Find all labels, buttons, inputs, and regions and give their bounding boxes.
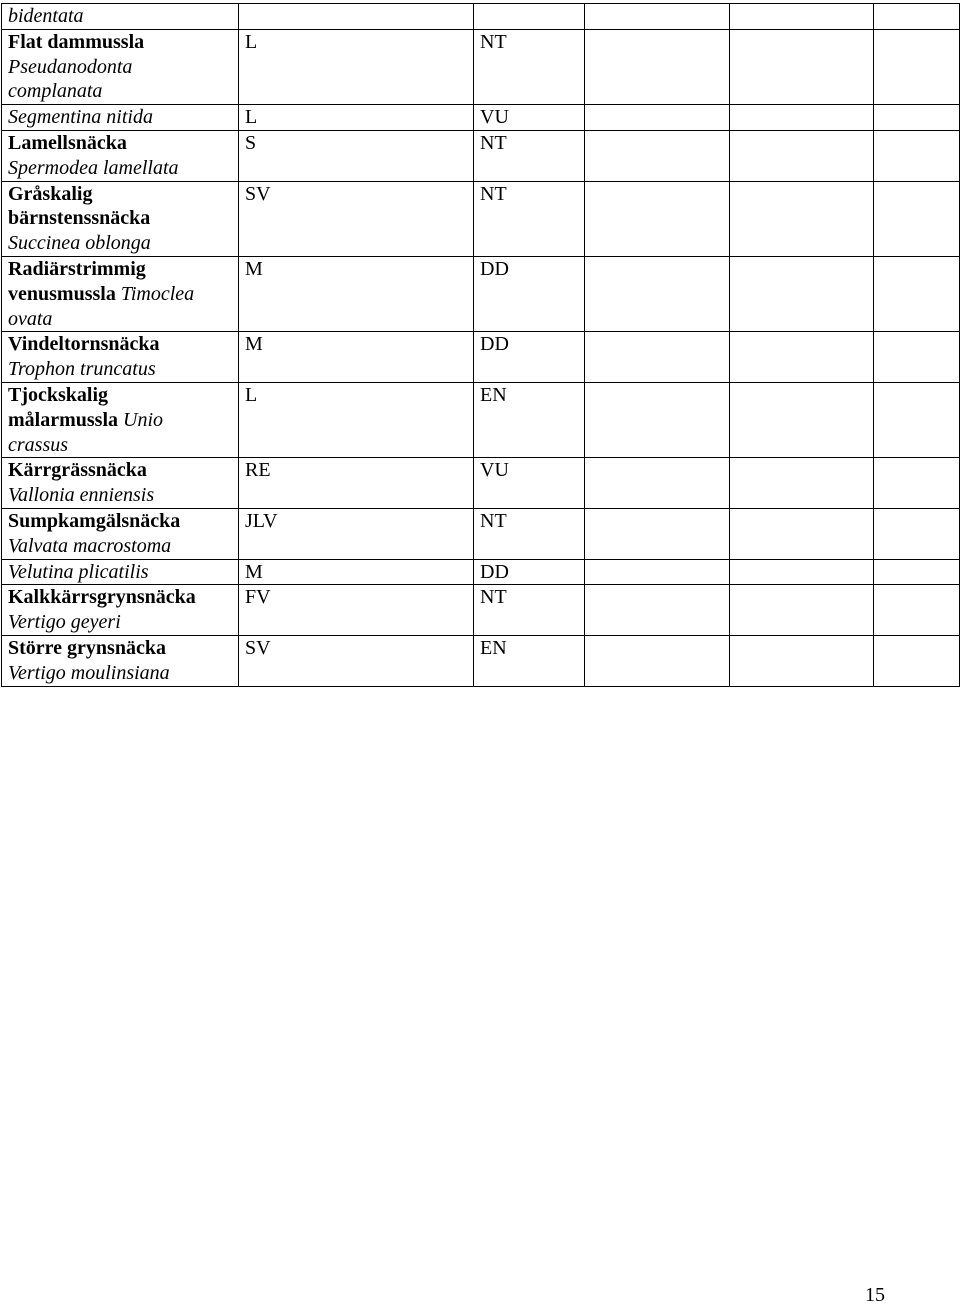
- table-row: [2, 105, 960, 131]
- habitat-code-cell: M: [239, 332, 474, 383]
- table-row: [2, 458, 960, 509]
- empty-cell: [585, 458, 730, 509]
- latin-name: Spermodea lamellata: [8, 156, 179, 179]
- redlist-status-cell: VU: [474, 105, 585, 131]
- empty-cell: [874, 4, 960, 30]
- latin-name: Segmentina nitida: [8, 106, 153, 129]
- habitat-code-cell: JLV: [239, 508, 474, 559]
- table-row: [2, 130, 960, 181]
- habitat-code-cell: L: [239, 105, 474, 131]
- habitat-code-cell: FV: [239, 585, 474, 636]
- swedish-name: Tjockskalig: [8, 383, 109, 406]
- empty-cell: [874, 458, 960, 509]
- empty-cell: [585, 508, 730, 559]
- habitat-code-cell: RE: [239, 458, 474, 509]
- empty-cell: [730, 332, 874, 383]
- latin-name: Pseudanodonta: [8, 55, 133, 78]
- latin-name: ovata: [8, 307, 53, 330]
- swedish-name: Gråskalig: [8, 182, 93, 205]
- empty-cell: [585, 4, 730, 30]
- empty-cell: [730, 382, 874, 457]
- habitat-code-cell: SV: [239, 181, 474, 256]
- empty-cell: [730, 256, 874, 331]
- species-name-cell: [2, 4, 239, 30]
- empty-cell: [585, 332, 730, 383]
- empty-cell: [730, 4, 874, 30]
- empty-cell: [874, 105, 960, 131]
- empty-cell: [730, 585, 874, 636]
- table-row: [2, 382, 960, 457]
- species-name-cell: [2, 382, 239, 457]
- species-name-cell: [2, 105, 239, 131]
- redlist-status-cell: NT: [474, 130, 585, 181]
- species-name-cell: [2, 130, 239, 181]
- redlist-status-cell: VU: [474, 458, 585, 509]
- species-name-cell: [2, 332, 239, 383]
- empty-cell: [874, 181, 960, 256]
- latin-name: crassus: [8, 433, 69, 456]
- empty-cell: [874, 585, 960, 636]
- empty-cell: [874, 635, 960, 686]
- habitat-code-cell: SV: [239, 635, 474, 686]
- empty-cell: [874, 559, 960, 585]
- table-row: [2, 29, 960, 104]
- empty-cell: [730, 635, 874, 686]
- empty-cell: [874, 256, 960, 331]
- table-row: [2, 256, 960, 331]
- empty-cell: [874, 29, 960, 104]
- empty-cell: [730, 105, 874, 131]
- species-table-body: [2, 4, 960, 687]
- latin-name: Timoclea: [115, 282, 195, 305]
- habitat-code-cell: [239, 4, 474, 30]
- empty-cell: [874, 382, 960, 457]
- empty-cell: [585, 635, 730, 686]
- latin-name: Vertigo geyeri: [8, 611, 121, 634]
- latin-name: Vallonia enniensis: [8, 484, 155, 507]
- latin-name: bidentata: [8, 5, 84, 27]
- table-row: [2, 559, 960, 585]
- empty-cell: [730, 181, 874, 256]
- swedish-name: Sumpkamgälsnäcka: [8, 509, 181, 532]
- table-row: [2, 585, 960, 636]
- redlist-status-cell: NT: [474, 181, 585, 256]
- empty-cell: [874, 130, 960, 181]
- empty-cell: [585, 585, 730, 636]
- swedish-name: Flat dammussla: [8, 30, 145, 53]
- redlist-status-cell: DD: [474, 256, 585, 331]
- redlist-status-cell: DD: [474, 332, 585, 383]
- table-row: [2, 332, 960, 383]
- latin-name: Valvata macrostoma: [8, 534, 172, 557]
- empty-cell: [730, 29, 874, 104]
- redlist-status-cell: DD: [474, 559, 585, 585]
- redlist-status-cell: [474, 4, 585, 30]
- empty-cell: [730, 130, 874, 181]
- empty-cell: [730, 508, 874, 559]
- page-number: 15: [865, 1284, 885, 1306]
- empty-cell: [874, 332, 960, 383]
- table-row: [2, 4, 960, 30]
- species-name-cell: [2, 458, 239, 509]
- species-name-cell: [2, 635, 239, 686]
- empty-cell: [585, 256, 730, 331]
- table-row: [2, 635, 960, 686]
- latin-name: Trophon truncatus: [8, 358, 156, 381]
- empty-cell: [585, 181, 730, 256]
- species-name-cell: [2, 29, 239, 104]
- latin-name: Vertigo moulinsiana: [8, 661, 170, 684]
- species-name-cell: [2, 256, 239, 331]
- empty-cell: [730, 559, 874, 585]
- swedish-name: Lamellsnäcka: [8, 131, 127, 154]
- redlist-status-cell: NT: [474, 29, 585, 104]
- species-table: [1, 3, 960, 687]
- latin-name: Succinea oblonga: [8, 232, 151, 255]
- species-name-cell: [2, 585, 239, 636]
- redlist-status-cell: EN: [474, 382, 585, 457]
- empty-cell: [585, 105, 730, 131]
- latin-name: complanata: [8, 80, 103, 103]
- swedish-name: Radiärstrimmig: [8, 257, 146, 280]
- redlist-status-cell: EN: [474, 635, 585, 686]
- empty-cell: [585, 382, 730, 457]
- habitat-code-cell: M: [239, 256, 474, 331]
- swedish-name: bärnstenssnäcka: [8, 207, 151, 230]
- species-name-cell: [2, 508, 239, 559]
- empty-cell: [730, 458, 874, 509]
- empty-cell: [874, 508, 960, 559]
- redlist-status-cell: NT: [474, 585, 585, 636]
- habitat-code-cell: S: [239, 130, 474, 181]
- empty-cell: [585, 130, 730, 181]
- swedish-name: Kalkkärrsgrynsnäcka: [8, 586, 196, 609]
- swedish-name: Kärrgrässnäcka: [8, 459, 147, 482]
- swedish-name: Större grynsnäcka: [8, 636, 166, 659]
- latin-name: Velutina plicatilis: [8, 560, 149, 583]
- latin-name: Unio: [118, 408, 163, 431]
- redlist-status-cell: NT: [474, 508, 585, 559]
- empty-cell: [585, 559, 730, 585]
- swedish-name: venusmussla: [8, 282, 116, 305]
- habitat-code-cell: L: [239, 29, 474, 104]
- habitat-code-cell: M: [239, 559, 474, 585]
- table-row: [2, 181, 960, 256]
- empty-cell: [585, 29, 730, 104]
- habitat-code-cell: L: [239, 382, 474, 457]
- table-row: [2, 508, 960, 559]
- swedish-name: målarmussla: [8, 408, 118, 431]
- swedish-name: Vindeltornsnäcka: [8, 333, 160, 356]
- species-name-cell: [2, 559, 239, 585]
- species-name-cell: [2, 181, 239, 256]
